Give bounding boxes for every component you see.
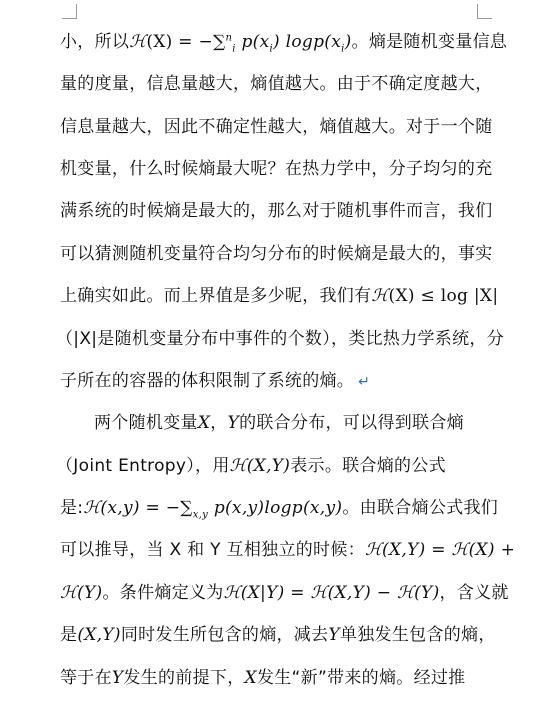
math-sup: n <box>225 32 233 44</box>
text-run: 是: <box>60 498 84 518</box>
math-sub: i <box>232 43 236 55</box>
text-run: 发生“新”带来的熵。经过推 <box>256 668 466 688</box>
text-run: 等于在 <box>60 668 112 688</box>
text-line <box>56 454 496 478</box>
math-run: (X) <box>146 32 173 52</box>
math-sub: i <box>341 43 345 55</box>
math-run: Y <box>328 625 340 645</box>
text-line: （|X|是随机变量分布中事件的个数），类比热力学系统，分 <box>56 329 504 349</box>
math-run: X <box>244 668 257 688</box>
math-run: X <box>197 413 211 433</box>
text-run: 。由联合熵公式我们 <box>342 498 499 518</box>
text-run: 发生的前提下， <box>123 668 245 688</box>
text-run: 。熵是随机变量信息 <box>351 32 508 52</box>
text-line <box>60 284 500 308</box>
text-line: 机变量，什么时候熵最大呢？在热力学中，分子均匀的充 <box>60 159 493 179</box>
text-line: 信息量越大，因此不确定性越大，熵值越大。对于一个随 <box>60 117 493 137</box>
math-sub: x,y <box>192 509 209 521</box>
text-run: ， <box>210 413 228 433</box>
text-run: ，含义就 <box>439 583 509 603</box>
page-corner-mark-top-right <box>477 4 492 19</box>
text-line <box>94 411 534 435</box>
text-run: 上确实如此。而上界值是多少呢，我们有 <box>60 286 372 306</box>
text-run: 同时发生所包含的熵，减去 <box>120 625 329 645</box>
math-run: ℋ <box>371 286 389 306</box>
text-run: 小，所以 <box>60 32 130 52</box>
text-run: （Joint Entropy），用 <box>56 456 230 476</box>
text-run: 的联合分布，可以得到联合熵 <box>239 413 464 433</box>
text-line <box>60 538 516 562</box>
math-run: (X,Y) <box>77 625 121 645</box>
text-run: 子所在的容器的体积限制了系统的熵。 <box>60 371 355 391</box>
text-run: 是 <box>60 625 78 645</box>
math-run: ℋ(X|Y) = ℋ(X,Y) − ℋ(Y) <box>223 583 440 603</box>
paragraph-mark-icon: ↵ <box>358 374 371 390</box>
text-line: 量的度量，信息量越大，熵值越大。由于不确定度越大， <box>60 74 493 94</box>
text-line: 满系统的时候熵是最大的，那么对于随机事件而言，我们 <box>60 201 493 221</box>
math-run: p(x <box>235 32 270 52</box>
text-line <box>60 666 500 690</box>
text-run: 两个随机变量 <box>94 413 198 433</box>
math-run: = −∑ <box>172 32 226 52</box>
page-corner-mark-top-left <box>62 4 77 19</box>
text-line: 可以猜测随机变量符合均匀分布的时候熵是最大的，事实 <box>60 244 493 264</box>
text-run: 单独发生包含的熵， <box>339 625 496 645</box>
math-run: ℋ(X,Y) = ℋ(X) + <box>364 540 516 560</box>
text-line <box>60 30 508 55</box>
math-sub: i <box>269 43 273 55</box>
math-run: ℋ(Y) <box>60 583 103 603</box>
math-run: ℋ(x,y) = −∑ <box>83 498 193 518</box>
text-run: 可以推导，当 X 和 Y 互相独立的时候： <box>60 540 365 560</box>
math-run: ℋ <box>129 32 147 52</box>
text-run: 表示。联合熵的公式 <box>290 456 446 476</box>
math-run: Y <box>111 668 124 688</box>
math-run: ℋ(X,Y) <box>229 456 291 476</box>
text-line <box>60 623 500 647</box>
math-run: ) <box>344 32 352 52</box>
text-line <box>60 496 500 520</box>
text-line <box>60 581 509 605</box>
math-run: p(x,y)logp(x,y) <box>208 498 343 518</box>
math-run: ) logp(x <box>273 32 342 52</box>
math-run: Y <box>227 413 240 433</box>
text-line <box>60 369 500 394</box>
math-run: (X) ≤ log |X| <box>388 286 499 306</box>
text-run: 。条件熵定义为 <box>102 583 224 603</box>
